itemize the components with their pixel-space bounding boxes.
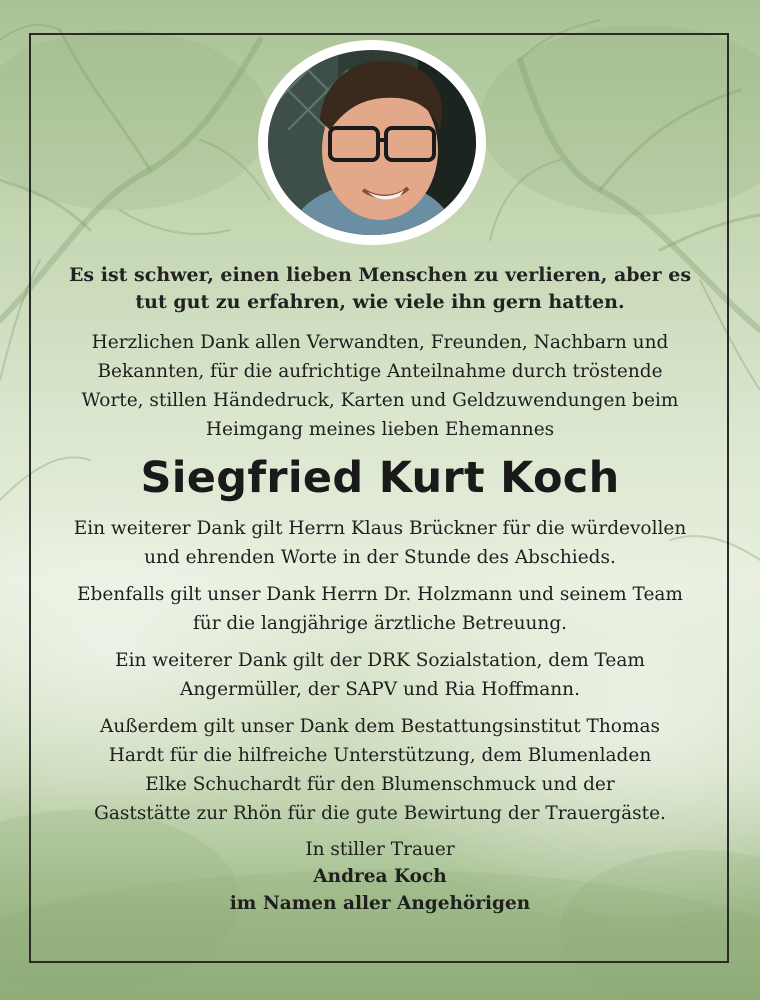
paragraph-line: Gaststätte zur Rhön für die gute Bewirtung der Trauergäste.	[94, 803, 666, 824]
signature-line: In stiller Trauer	[305, 839, 455, 860]
paragraph-line: Außerdem gilt unser Dank dem Bestattungsinstitut Thomas	[99, 716, 661, 737]
intro-line: tut gut zu erfahren, wie viele ihn gern hatten.	[135, 291, 625, 313]
acknowledgement-paragraph	[40, 580, 720, 638]
thanks-line: Herzlichen Dank allen Verwandten, Freunden, Nachbarn und	[91, 332, 669, 353]
thanks-line: Heimgang meines lieben Ehemannes	[205, 419, 555, 440]
paragraph-line: für die langjährige ärztliche Betreuung.	[192, 613, 568, 634]
paragraph-line: Elke Schuchardt für den Blumenschmuck und der	[145, 774, 615, 795]
acknowledgement-paragraph	[40, 646, 720, 704]
portrait-image	[268, 50, 476, 235]
signature-name: Andrea Koch	[313, 866, 447, 887]
paragraph-line: Hardt für die hilfreiche Unterstützung, dem Blumenladen	[108, 745, 652, 766]
intro-quote	[40, 262, 720, 316]
acknowledgement-paragraph	[40, 514, 720, 572]
paragraph-line: Ein weiterer Dank gilt Herrn Klaus Brückner für die würdevollen	[73, 518, 687, 539]
paragraph-line: und ehrenden Worte in der Stunde des Abschieds.	[144, 547, 616, 568]
paragraph-line: Ein weiterer Dank gilt der DRK Sozialstation, dem Team	[115, 650, 645, 671]
thanks-paragraph	[40, 328, 720, 444]
paragraph-line: Ebenfalls gilt unser Dank Herrn Dr. Holzmann und seinem Team	[77, 584, 683, 605]
signature-line: im Namen aller Angehörigen	[229, 893, 531, 914]
intro-line: Es ist schwer, einen lieben Menschen zu verlieren, aber es	[68, 264, 692, 286]
portrait-photo	[258, 40, 486, 245]
deceased-name: Siegfried Kurt Koch	[140, 453, 620, 503]
thanks-line: Worte, stillen Händedruck, Karten und Geldzuwendungen beim	[81, 390, 679, 411]
notice-text	[40, 262, 720, 917]
thanks-line: Bekannten, für die aufrichtige Anteilnahme durch tröstende	[97, 361, 663, 382]
acknowledgement-paragraph	[40, 712, 720, 828]
paragraph-line: Angermüller, der SAPV und Ria Hoffmann.	[180, 679, 580, 700]
signature-block	[40, 836, 720, 917]
